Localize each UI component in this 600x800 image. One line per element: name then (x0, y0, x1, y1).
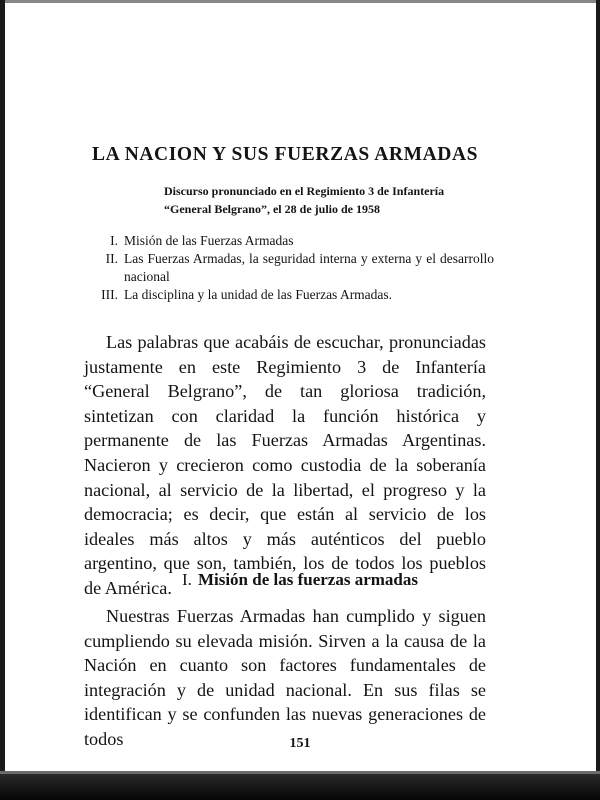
toc-item-number: I. (110, 233, 118, 248)
toc-item-text: La disciplina y la unidad de las Fuerzas Armadas. (124, 287, 393, 302)
toc-item-number: II. (105, 251, 118, 266)
toc-item (84, 250, 494, 286)
page-number: 151 (289, 736, 311, 751)
scan-right-edge (596, 0, 600, 800)
toc-item (84, 232, 494, 250)
body-paragraph: Las palabras que acabáis de escuchar, pronunciadas justamente en este Regimiento 3 de Infantería “General Belgrano”, de tan gloriosa tradición, sintetizan con claridad la función histórica y permanente de las Fuerzas Armadas Argentinas. Nacieron y crecieron como custodia de la soberanía nacional, al servicio de la libertad, el progreso y la democracia; es decir, que están al servicio de los ideales más altos y más auténticos del pueblo argentino, que son, también, los de todos los pueblos de América. (84, 332, 486, 598)
scan-bottom-edge (0, 774, 600, 800)
body-paragraph: Nuestras Fuerzas Armadas han cumplido y siguen cumpliendo su elevada misión. Sirven a la causa de la Nación en cuanto son factores fundamentales de integración y de unidad nacional. En sus filas se identifican y se confunden las nuevas generaciones de todos (84, 606, 486, 749)
toc-item-text: Misión de las Fuerzas Armadas (124, 233, 294, 248)
scan-top-edge (0, 0, 600, 3)
section-heading (0, 570, 600, 590)
toc-item-number: III. (101, 287, 118, 302)
toc-item-text: Las Fuerzas Armadas, la seguridad interna y externa y el desarrollo nacional (124, 251, 494, 284)
subtitle-line: Discurso pronunciado en el Regimiento 3 de Infantería (164, 184, 445, 198)
speech-subtitle (164, 182, 444, 218)
toc-item (84, 286, 494, 304)
table-of-contents (84, 232, 494, 304)
subtitle-line: “General Belgrano”, el 28 de julio de 1958 (164, 202, 380, 216)
section-title: Misión de las fuerzas armadas (197, 570, 418, 589)
section-number: I. (182, 570, 192, 589)
page-title: LA NACION Y SUS FUERZAS ARMADAS (92, 144, 479, 165)
scan-left-edge (0, 0, 5, 800)
